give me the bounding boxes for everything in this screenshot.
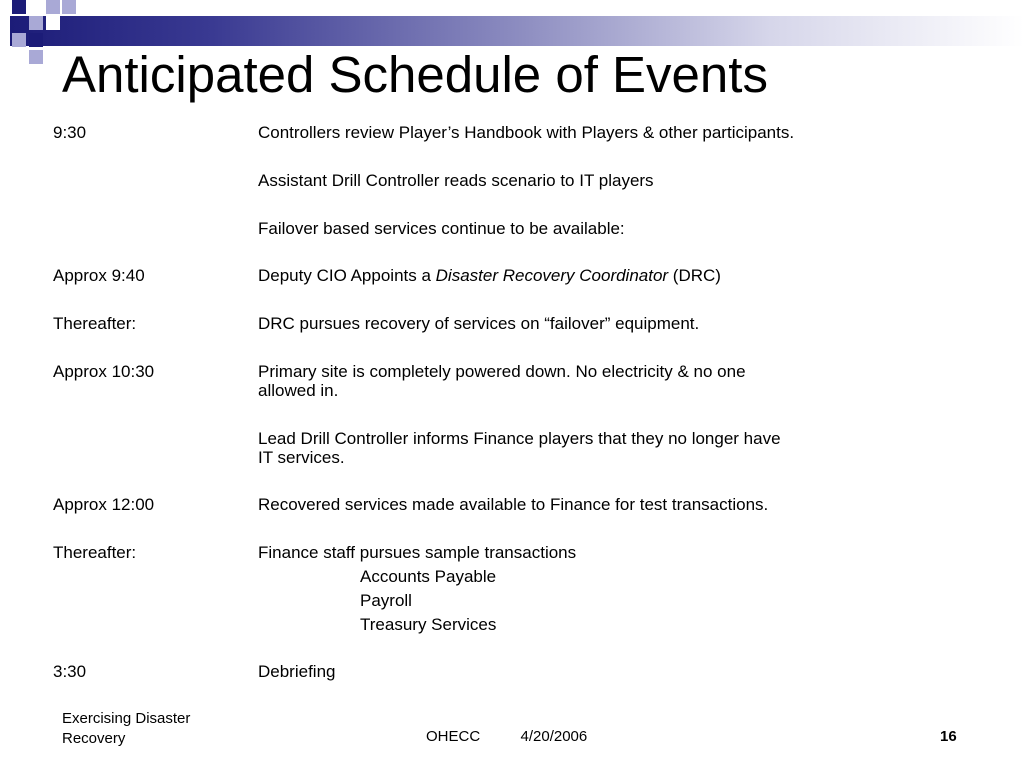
schedule-text: Controllers review Player’s Handbook with Players & other participants.	[258, 123, 795, 142]
schedule-text: Finance staff pursues sample transactions	[258, 543, 577, 562]
schedule-text-line: allowed in.	[258, 381, 339, 400]
sub-item: Treasury Services	[360, 615, 497, 634]
footer-title-line: Recovery	[62, 730, 126, 747]
schedule-text-part: (DRC)	[668, 266, 721, 285]
schedule-time: 9:30	[53, 123, 87, 142]
footer-presentation-title	[62, 709, 232, 749]
logo-square	[29, 33, 43, 47]
title-gradient-bar	[10, 16, 1024, 46]
logo-square	[46, 0, 60, 14]
logo-square	[29, 50, 43, 64]
schedule-text-line: Primary site is completely powered down. No electricity & no one	[258, 362, 746, 381]
logo-square	[46, 16, 60, 30]
drc-title-italic: Disaster Recovery Coordinator	[435, 266, 669, 285]
schedule-time: Approx 12:00	[53, 495, 155, 514]
logo-square	[12, 33, 26, 47]
schedule-text-part: Deputy CIO Appoints a	[258, 266, 436, 285]
schedule-time: Thereafter:	[53, 314, 137, 333]
schedule-time: Approx 9:40	[53, 266, 145, 285]
schedule-text: Failover based services continue to be available:	[258, 219, 625, 238]
schedule-time: Thereafter:	[53, 543, 137, 562]
schedule-text: Debriefing	[258, 662, 336, 681]
schedule-time: 3:30	[53, 662, 87, 681]
schedule-text	[258, 266, 721, 285]
schedule-text: DRC pursues recovery of services on “failover” equipment.	[258, 314, 700, 333]
logo-square	[29, 16, 43, 30]
footer-date: 4/20/2006	[520, 728, 588, 745]
sub-item: Payroll	[360, 591, 412, 610]
sub-item: Accounts Payable	[360, 567, 497, 586]
logo-square	[12, 0, 26, 14]
slide-title: Anticipated Schedule of Events	[62, 46, 768, 103]
logo-square	[62, 0, 76, 14]
schedule-time: Approx 10:30	[53, 362, 155, 381]
page-number: 16	[940, 728, 957, 745]
schedule-text-line: Lead Drill Controller informs Finance players that they no longer have	[258, 429, 781, 448]
schedule-text: Assistant Drill Controller reads scenario to IT players	[258, 171, 654, 190]
footer-center	[426, 728, 587, 745]
footer-title-line: Exercising Disaster	[62, 710, 191, 727]
footer-org: OHECC	[426, 728, 481, 745]
schedule-text-line: IT services.	[258, 448, 345, 467]
schedule-text: Recovered services made available to Finance for test transactions.	[258, 495, 769, 514]
